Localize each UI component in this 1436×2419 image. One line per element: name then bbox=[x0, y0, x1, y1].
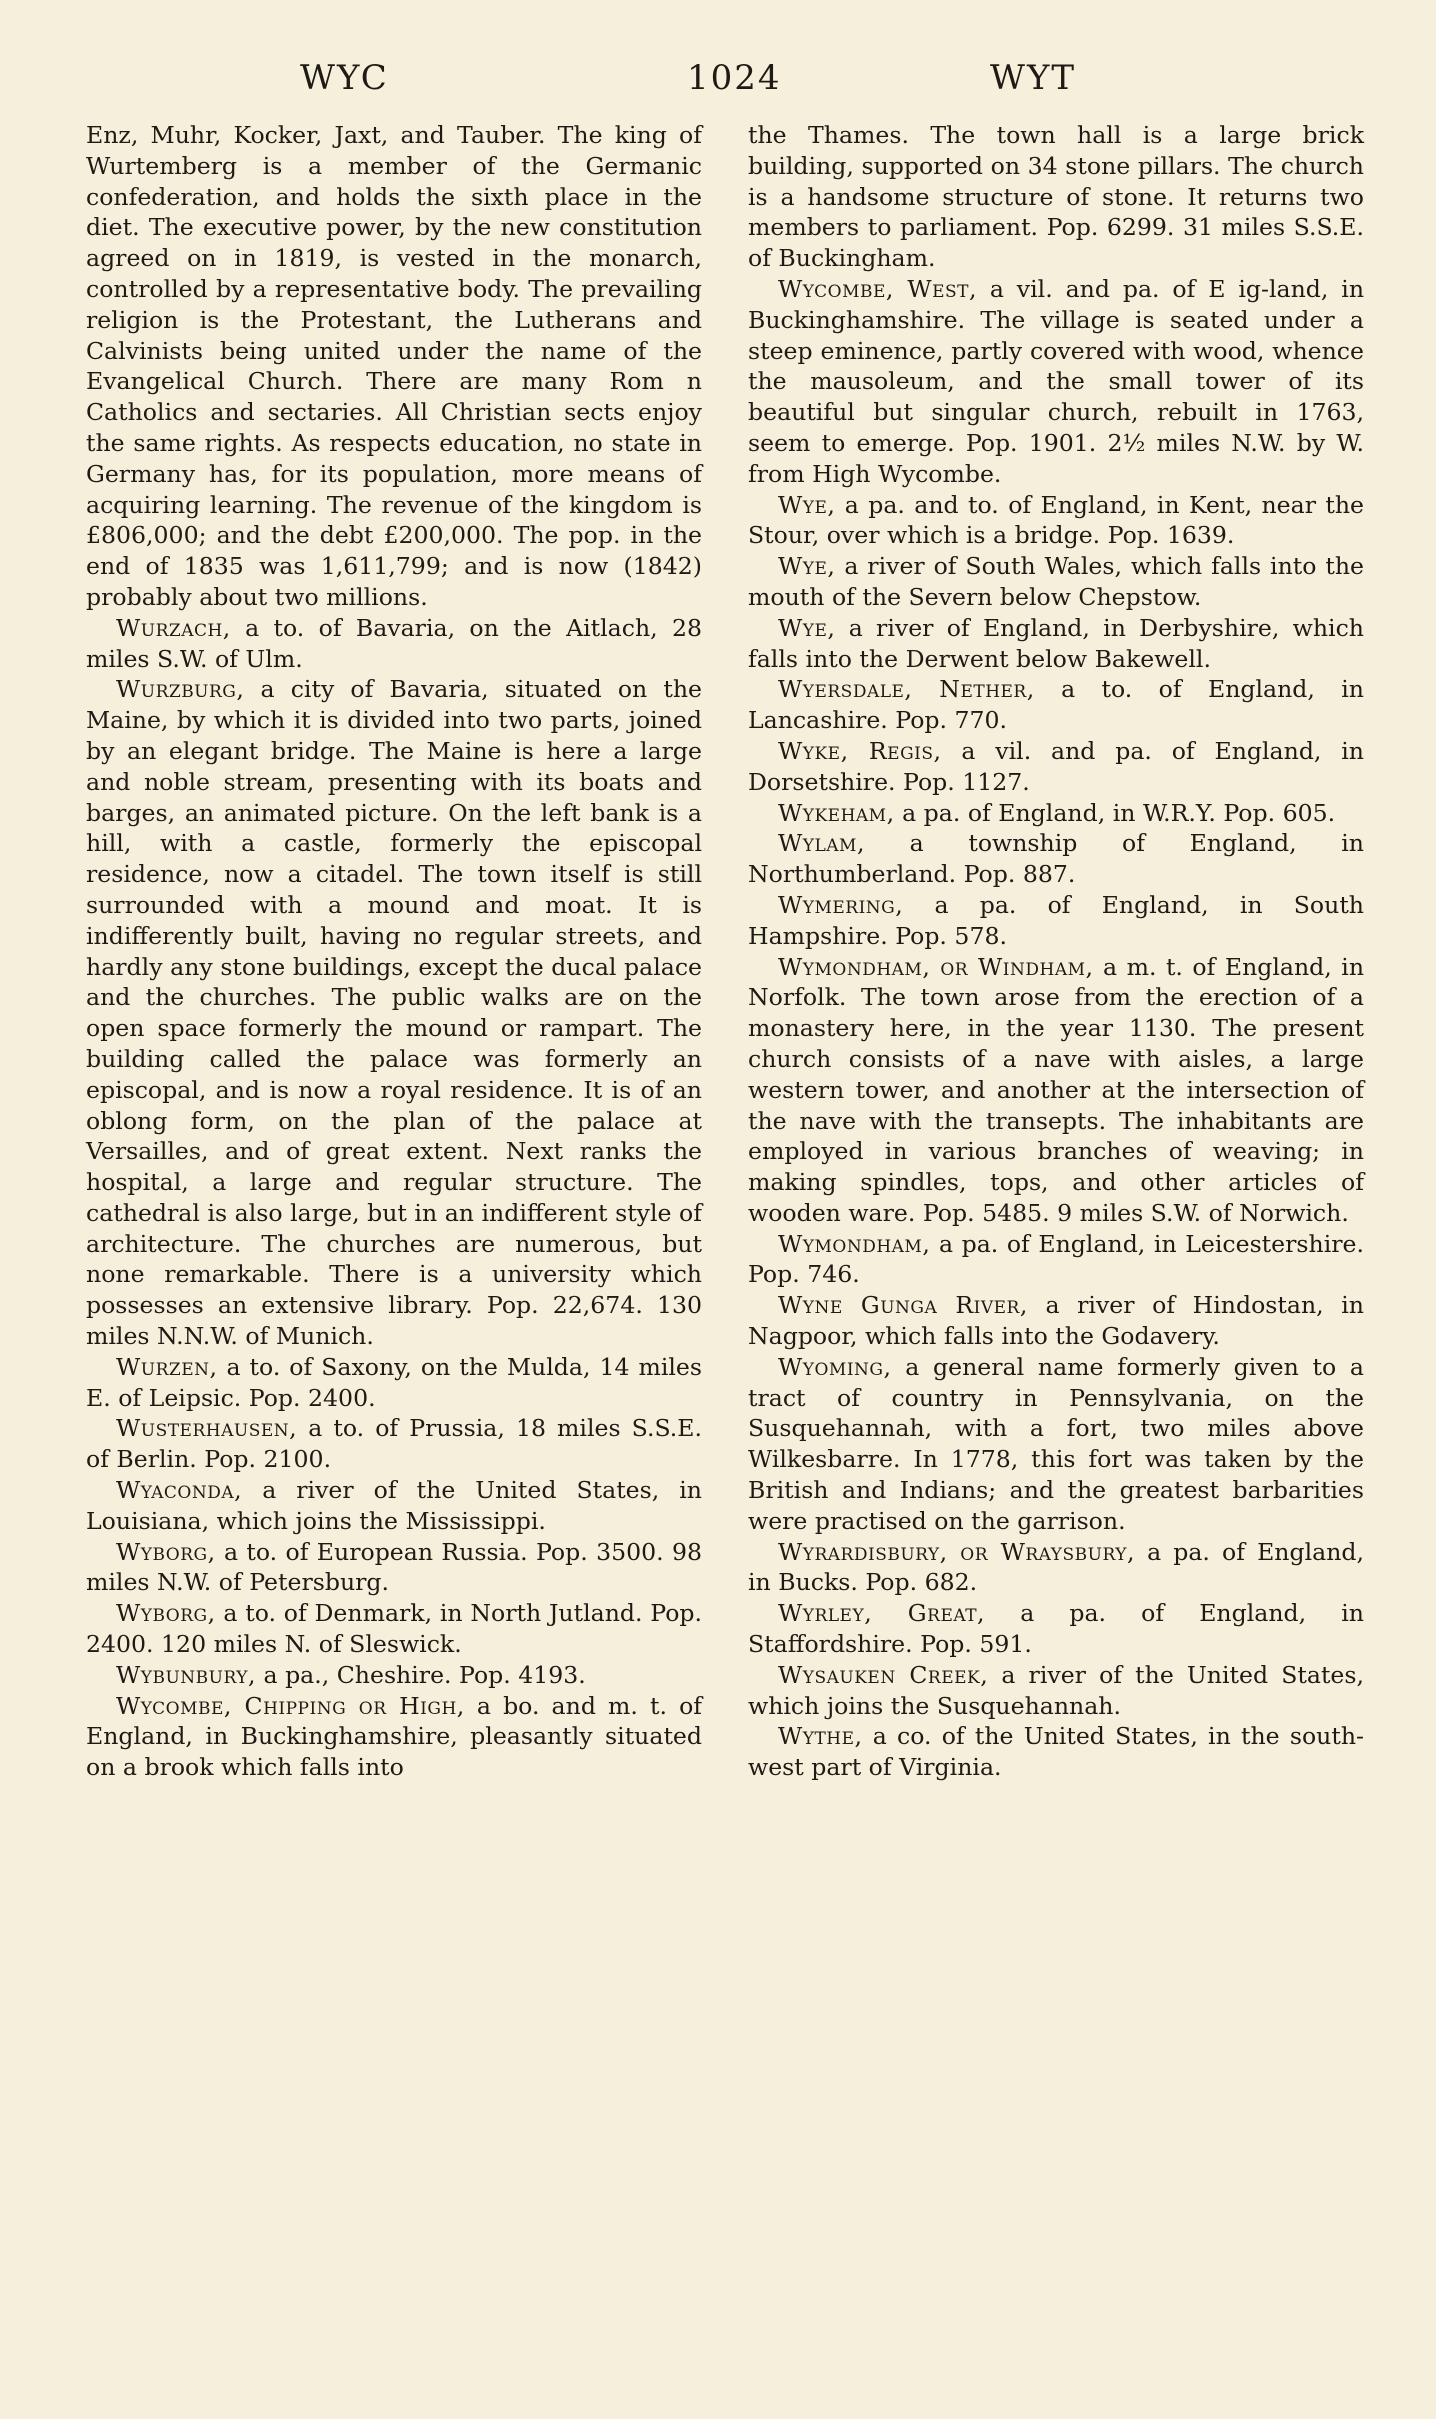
entry-headword: Wylam, bbox=[778, 829, 865, 858]
gazetteer-entry bbox=[748, 828, 1364, 890]
entry-text: a to. of Saxony, on the Mulda, 14 miles E. of Leipsic. Pop. 2400. bbox=[86, 1352, 702, 1412]
gazetteer-entry bbox=[748, 952, 1364, 1229]
entry-headword: Wusterhausen, bbox=[116, 1414, 298, 1443]
entry-text: a pa. of England, in Staffordshire. Pop. 591. bbox=[748, 1599, 1365, 1659]
entry-text: a pa. of England, in South Hampshire. Pop. 578. bbox=[748, 890, 1365, 950]
entry-headword: Wye, bbox=[778, 613, 836, 642]
entry-headword: Wyne Gunga River, bbox=[778, 1291, 1028, 1320]
gazetteer-entry bbox=[748, 890, 1364, 952]
gazetteer-entry bbox=[748, 1721, 1364, 1783]
header-right-guide: WYT bbox=[990, 58, 1077, 98]
entry-headword: Wycombe, West, bbox=[778, 274, 977, 303]
entry-headword: Wymering, bbox=[778, 890, 904, 919]
gazetteer-entry bbox=[86, 1660, 702, 1691]
entry-text: a pa. and to. of England, in Kent, near the Stour, over which is a bridge. Pop. 1639. bbox=[748, 490, 1364, 550]
gazetteer-entry bbox=[748, 120, 1364, 274]
gazetteer-entry bbox=[748, 274, 1364, 490]
gazetteer-entry bbox=[748, 1352, 1364, 1537]
entry-text: a river of the United States, in Louisiana, which joins the Mississippi. bbox=[86, 1476, 703, 1535]
entry-headword: Wye, bbox=[778, 490, 836, 519]
entry-text: a co. of the United States, in the south-west part of Virginia. bbox=[748, 1722, 1364, 1782]
entry-text: a vil. and pa. of E ig-land, in Buckinghamshire. The village is seated under a steep eminence, partly covered with wood, whence the mausoleum, and the small tower of its beautiful but singular church, rebuilt in 1763, seem to emerge. Pop. 1901. 2½ miles N.W. by W. from High Wycombe. bbox=[748, 274, 1365, 488]
entry-headword: Wyersdale, Nether, bbox=[778, 675, 1035, 704]
gazetteer-entry bbox=[86, 1413, 702, 1475]
entry-text: a bo. and m. t. of England, in Buckinghamshire, pleasantly situated on a brook which falls into bbox=[86, 1691, 703, 1782]
gazetteer-entry bbox=[748, 1290, 1364, 1352]
gazetteer-entry bbox=[86, 613, 702, 675]
entry-headword: Wyke, Regis, bbox=[778, 736, 942, 765]
gazetteer-entry bbox=[86, 120, 702, 613]
entry-headword: Wysauken Creek, bbox=[778, 1660, 989, 1689]
entry-headword: Wymondham, bbox=[778, 1229, 931, 1258]
entry-text: a city of Bavaria, situated on the Maine, by which it is divided into two parts, joined by an elegant bridge. The Maine is here a large and noble stream, presenting with its boats and barges, an animated picture. On the left bank is a hill, with a castle, formerly the episcopal residence, now a citadel. The town itself is still surrounded with a mound and moat. It is indifferently built, having no regular streets, and hardly any stone buildings, except the ducal palace and the churches. The public walks are on the open space formerly the mound or rampart. The building called the palace was formerly an episcopal, and is now a royal residence. It is of an oblong form, on the plan of the palace at Versailles, and of great extent. Next ranks the hospital, a large and regular structure. The cathedral is also large, but in an indifferent style of architecture. The churches are numerous, but none remarkable. There is a university which possesses an extensive library. Pop. 22,674. 130 miles N.N.W. of Munich. bbox=[86, 675, 702, 1351]
gazetteer-entry bbox=[748, 674, 1364, 736]
page-number: 1024 bbox=[687, 58, 782, 98]
entry-text: a river of England, in Derbyshire, which falls into the Derwent below Bakewell. bbox=[748, 613, 1364, 673]
entry-headword: Wyborg, bbox=[116, 1537, 216, 1566]
gazetteer-entry bbox=[748, 1537, 1364, 1599]
entry-headword: Wykeham, bbox=[778, 798, 895, 827]
entry-text: a m. t. of England, in Norfolk. The town arose from the erection of a monastery here, in the year 1130. The present church consists of a nave with aisles, a large western tower, and another at the intersection of the nave with the transepts. The inhabitants are employed in various branches of weaving; in making spindles, tops, and other articles of wooden ware. Pop. 5485. 9 miles S.W. of Norwich. bbox=[748, 952, 1365, 1227]
entry-text: a pa., Cheshire. Pop. 4193. bbox=[263, 1660, 586, 1689]
gazetteer-entry bbox=[86, 674, 702, 1352]
entry-headword: Wyrley, Great, bbox=[778, 1599, 986, 1628]
gazetteer-entry bbox=[748, 736, 1364, 798]
gazetteer-entry bbox=[748, 613, 1364, 675]
entry-text: the Thames. The town hall is a large brick building, supported on 34 stone pillars. The church is a handsome structure of stone. It returns two members to parliament. Pop. 6299. 31 miles S.S.E. of Buckingham. bbox=[748, 121, 1364, 273]
entry-text: a pa. of England, in Bucks. Pop. 682. bbox=[748, 1537, 1364, 1597]
entry-text: a to. of England, in Lancashire. Pop. 770. bbox=[748, 675, 1365, 735]
entry-headword: Wycombe, Chipping or High, bbox=[116, 1691, 465, 1720]
entry-text: a vil. and pa. of England, in Dorsetshire. Pop. 1127. bbox=[748, 736, 1364, 796]
entry-text: a township of England, in Northumberland. Pop. 887. bbox=[748, 829, 1364, 889]
entry-text: a pa. of England, in W.R.Y. Pop. 605. bbox=[902, 798, 1336, 827]
entry-headword: Wyborg, bbox=[116, 1599, 216, 1628]
gazetteer-entry bbox=[748, 798, 1364, 829]
entry-text: a to. of European Russia. Pop. 3500. 98 miles N.W. of Petersburg. bbox=[86, 1537, 702, 1597]
gazetteer-entry bbox=[748, 551, 1364, 613]
entry-text: Enz, Muhr, Kocker, Jaxt, and Tauber. The king of Wurtemberg is a member of the Germanic confederation, and holds the sixth place in the diet. The executive power, by the new constitution agreed on in 1819, is vested in the monarch, controlled by a representative body. The prevailing religion is the Protestant, the Lutherans and Calvinists being united under the name of the Evangelical Church. There are many Rom n Catholics and sectaries. All Christian sects enjoy the same rights. As respects education, no state in Germany has, for its population, more means of acquiring learning. The revenue of the kingdom is £806,000; and the debt £200,000. The pop. in the end of 1835 was 1,611,799; and is now (1842) probably about two millions. bbox=[86, 121, 702, 611]
entry-text: a pa. of England, in Leicestershire. Pop. 746. bbox=[748, 1229, 1364, 1289]
gazetteer-entry bbox=[86, 1537, 702, 1599]
running-header bbox=[90, 58, 1350, 108]
entry-text: a river of the United States, which joins the Susquehannah. bbox=[748, 1660, 1364, 1720]
entry-headword: Wye, bbox=[778, 552, 836, 581]
gazetteer-entry bbox=[86, 1475, 702, 1537]
gazetteer-entry bbox=[748, 1660, 1364, 1722]
entry-headword: Wymondham, or Windham, bbox=[778, 952, 1094, 981]
entry-text: a general name formerly given to a tract of country in Pennsylvania, on the Susquehannah, with a fort, two miles above Wilkesbarre. In 1778, this fort was taken by the British and Indians; and the greatest barbarities were practised on the garrison. bbox=[748, 1352, 1364, 1535]
right-column bbox=[748, 120, 1364, 1783]
header-left-guide: WYC bbox=[300, 58, 389, 98]
gazetteer-entry bbox=[748, 1229, 1364, 1291]
entry-headword: Wybunbury, bbox=[116, 1660, 256, 1689]
entry-text: a to. of Denmark, in North Jutland. Pop. 2400. 120 miles N. of Sleswick. bbox=[86, 1599, 702, 1659]
entry-headword: Wyaconda, bbox=[116, 1476, 243, 1505]
entry-headword: Wurzach, bbox=[116, 613, 231, 642]
gazetteer-entry bbox=[86, 1691, 702, 1783]
entry-text: a river of Hindostan, in Nagpoor, which falls into the Godavery. bbox=[748, 1291, 1364, 1351]
entry-text: a to. of Bavaria, on the Aitlach, 28 miles S.W. of Ulm. bbox=[86, 613, 702, 673]
left-column bbox=[86, 120, 702, 1783]
entry-text: a river of South Wales, which falls into the mouth of the Severn below Chepstow. bbox=[748, 552, 1365, 611]
entry-text: a to. of Prussia, 18 miles S.S.E. of Berlin. Pop. 2100. bbox=[86, 1414, 703, 1474]
entry-headword: Wyoming, bbox=[778, 1352, 892, 1381]
entry-headword: Wythe, bbox=[778, 1722, 863, 1751]
gazetteer-entry bbox=[748, 1598, 1364, 1660]
entry-headword: Wurzburg, bbox=[116, 675, 245, 704]
entry-headword: Wyrardisbury, or Wraysbury, bbox=[778, 1537, 1135, 1566]
gazetteer-entry bbox=[748, 490, 1364, 552]
entry-headword: Wurzen, bbox=[116, 1352, 218, 1381]
gazetteer-entry bbox=[86, 1352, 702, 1414]
gazetteer-entry bbox=[86, 1598, 702, 1660]
